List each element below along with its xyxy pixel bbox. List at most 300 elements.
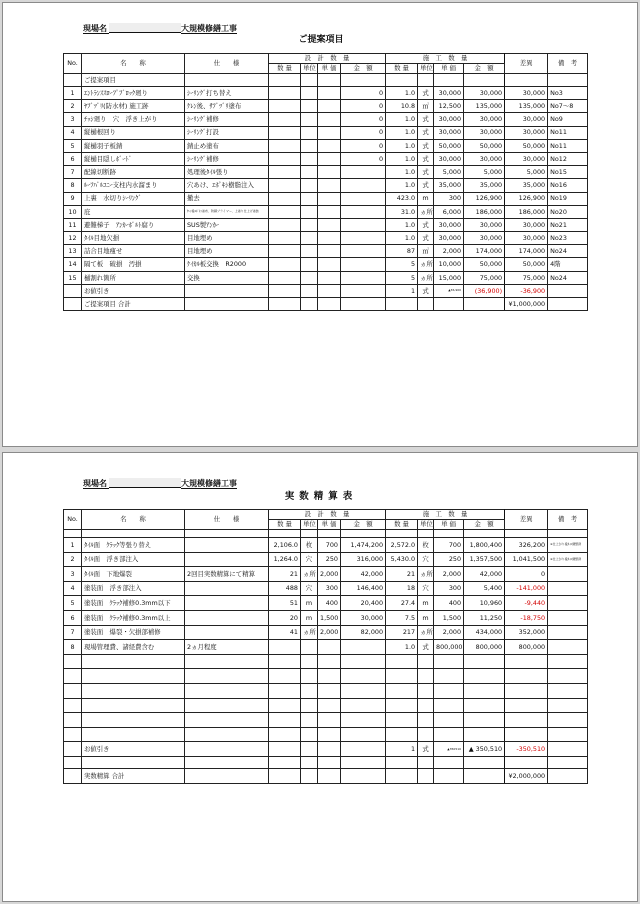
row-diff: 50,000 [505,139,548,152]
row-exec-price: 10,000 [434,258,464,271]
cell-no [64,713,82,728]
cell-e-price [434,74,464,87]
total-row [64,297,588,310]
cell-name [82,727,185,742]
row-exec-qty: 5 [386,271,418,284]
table-row [64,567,588,582]
discount-label: お値引き [82,742,185,757]
row-exec-qty: 2,572.0 [386,538,418,553]
cell-e-unit [418,727,434,742]
row-design-unit: 穴 [301,581,318,596]
row-design-unit [301,640,318,655]
empty-row [64,727,588,742]
cell-d-amount [341,727,386,742]
header-design-unit: 単位 [301,64,318,74]
header-no: No. [64,54,82,74]
row-design-price: 2,000 [318,625,341,640]
cell-name [82,756,185,768]
row-exec-price: 5,000 [434,166,464,179]
cell-d-qty [269,284,301,297]
row-design-amount [341,258,386,271]
row-exec-unit: m [418,610,434,625]
row-name: 現場管理費、諸経費含む [82,640,185,655]
table-row [64,192,588,205]
row-no: 1 [64,538,82,553]
row-no: 7 [64,625,82,640]
row-exec-qty: 18 [386,581,418,596]
table-row [64,126,588,139]
row-design-qty [269,126,301,139]
row-exec-qty: 1.0 [386,139,418,152]
row-name: 避難梯子 ｱﾝｶｰﾎﾞﾙﾄ腐り [82,218,185,231]
row-no: 2 [64,100,82,113]
proposal-sheet [2,2,638,447]
row-spec: ｹｲｶﾙ板交換 R2000 [185,258,269,271]
row-remark [548,640,588,655]
empty-row [64,683,588,698]
row-spec: 2回目実数精算にて精算 [185,567,269,582]
table-row [64,139,588,152]
cell-e-price [434,713,464,728]
table-row [64,552,588,567]
cell-d-price [318,768,341,783]
cell-d-qty [269,683,301,698]
cell-remark [548,683,588,698]
settlement-sheet [2,452,638,902]
cell-spec [185,742,269,757]
cell-d-price [318,698,341,713]
row-exec-price: 400 [434,596,464,611]
row-exec-price: 6,000 [434,205,464,218]
row-remark [548,625,588,640]
row-exec-qty: 217 [386,625,418,640]
row-exec-unit: ヵ所 [418,205,434,218]
header-no: No. [64,510,82,530]
cell-e-qty [386,727,418,742]
row-exec-amount: 174,000 [464,245,505,258]
row-exec-unit: 式 [418,152,434,165]
table-row [64,625,588,640]
cell-d-amount [341,530,386,538]
total-value: ¥2,000,000 [505,768,548,783]
row-exec-unit: ㎡ [418,100,434,113]
cell-e-qty [386,768,418,783]
table-row [64,166,588,179]
cell-no [64,683,82,698]
row-no: 2 [64,552,82,567]
row-spec: ｹﾚﾝ後、ｻﾌﾞﾂﾞﾘ塗布 [185,100,269,113]
row-design-price [318,192,341,205]
row-design-unit [301,205,318,218]
cell-spec [185,698,269,713]
cell-remark [548,768,588,783]
row-remark [548,610,588,625]
row-name: 縦樋根回り [82,126,185,139]
row-exec-unit: 式 [418,126,434,139]
row-exec-unit: 式 [418,218,434,231]
row-remark: ※仕上がり後ﾀｲﾙ調整済 [548,538,588,553]
header-name: 名 称 [82,54,185,74]
header-design-qty: 設 計 数 量 [269,510,386,520]
row-design-unit [301,166,318,179]
row-exec-amount: 5,400 [464,581,505,596]
row-remark: No9 [548,113,588,126]
row-design-price [318,100,341,113]
row-design-price [318,271,341,284]
row-exec-unit: 穴 [418,552,434,567]
settlement-table [63,509,588,784]
cell-e-price [434,530,464,538]
project-name: 大規模修繕工事 [181,479,237,488]
header-design-price: 単 価 [318,520,341,530]
row-exec-price: 30,000 [434,87,464,100]
cell-e-price [434,727,464,742]
cell-d-qty [269,742,301,757]
cell-diff [505,713,548,728]
row-design-price [318,245,341,258]
row-remark [548,596,588,611]
row-design-unit: 枚 [301,538,318,553]
row-design-unit [301,126,318,139]
row-no: 5 [64,139,82,152]
cell-remark [548,654,588,669]
row-name: ｴﾝﾄﾗﾝｽｽﾛｰﾌﾟﾌﾞﾛｯｸ廻り [82,87,185,100]
cell-spec [185,297,269,310]
row-design-qty: 1,264.0 [269,552,301,567]
row-exec-amount: 1,357,500 [464,552,505,567]
header-exec-qty-col: 数 量 [386,520,418,530]
proposal-title: ご提案項目 [298,35,344,45]
row-name: 上裏 水切りｼｰﾘﾝｸﾞ [82,192,185,205]
row-design-unit [301,258,318,271]
row-name: ﾁｯｼ廻り 穴 浮き上がり [82,113,185,126]
row-design-qty [269,179,301,192]
row-design-unit [301,100,318,113]
row-design-price [318,113,341,126]
cell-d-price [318,742,341,757]
row-exec-qty: 21 [386,567,418,582]
row-exec-amount: 800,000 [464,640,505,655]
settlement-title: 実数精算表 [284,491,358,502]
row-no: 13 [64,245,82,258]
cell-e-unit [418,768,434,783]
row-design-amount: 0 [341,113,386,126]
row-no: 8 [64,640,82,655]
row-exec-price: 15,000 [434,271,464,284]
cell-remark [548,297,588,310]
row-design-qty [269,218,301,231]
row-design-price [318,152,341,165]
cell-diff [505,698,548,713]
cell-e-amount [464,713,505,728]
row-design-price [318,126,341,139]
row-exec-unit: 式 [418,166,434,179]
row-exec-qty: 87 [386,245,418,258]
row-exec-amount: 1,800,400 [464,538,505,553]
table-row [64,218,588,231]
row-design-qty: 488 [269,581,301,596]
table-row [64,87,588,100]
row-exec-qty: 5,430.0 [386,552,418,567]
discount-unit: 式 [418,742,434,757]
header-exec-qty-col: 数 量 [386,64,418,74]
row-name: 塗装面 爆裂・欠損部補修 [82,625,185,640]
row-name: 塗装面 ｸﾗｯｸ補修0.3mm以上 [82,610,185,625]
row-spec: ｹﾚﾝ後ｴﾎﾟｷｼ塗布、防錆プライマー、上塗り仕上げ塗装 [185,205,269,218]
row-exec-qty: 1.0 [386,166,418,179]
cell-d-qty [269,713,301,728]
cell-diff [505,756,548,768]
row-exec-unit: 式 [418,139,434,152]
row-name: 配線切断跡 [82,166,185,179]
cell-d-amount [341,742,386,757]
cell-d-amount [341,297,386,310]
row-design-qty: 2,106.0 [269,538,301,553]
cell-d-amount [341,683,386,698]
row-exec-amount: 30,000 [464,113,505,126]
row-exec-amount: 30,000 [464,87,505,100]
row-exec-price: 30,000 [434,113,464,126]
row-exec-price: 300 [434,192,464,205]
row-design-amount: 30,000 [341,610,386,625]
row-exec-amount: 42,000 [464,567,505,582]
spacer-row [64,530,588,538]
row-design-qty [269,166,301,179]
table-row [64,152,588,165]
row-remark: No15 [548,166,588,179]
empty-row [64,713,588,728]
header-diff: 差異 [505,54,548,74]
row-design-amount [341,179,386,192]
cell-e-amount [464,654,505,669]
discount-row [64,284,588,297]
cell-d-unit [301,530,318,538]
row-exec-qty: 1.0 [386,179,418,192]
row-design-price [318,87,341,100]
row-design-qty [269,232,301,245]
total-label: 実数精算 合計 [82,768,185,783]
discount-amount: ▲ 350,510 [464,742,505,757]
row-design-amount: 146,400 [341,581,386,596]
row-design-amount: 20,400 [341,596,386,611]
row-design-amount: 0 [341,100,386,113]
cell-e-amount [464,727,505,742]
row-spec: 撤去 [185,192,269,205]
row-remark: No24 [548,271,588,284]
cell-no [64,74,82,87]
row-exec-amount: 30,000 [464,126,505,139]
row-exec-qty: 5 [386,258,418,271]
cell-d-unit [301,698,318,713]
row-diff: 326,200 [505,538,548,553]
header-name: 名 称 [82,510,185,530]
row-no: 8 [64,179,82,192]
header-exec-unit: 単位 [418,520,434,530]
row-name: ﾀｲﾙ目地欠損 [82,232,185,245]
row-diff: 30,000 [505,152,548,165]
cell-d-amount [341,669,386,684]
cell-e-qty [386,530,418,538]
row-exec-amount: 11,250 [464,610,505,625]
row-design-price: 300 [318,581,341,596]
row-exec-unit: ヵ所 [418,567,434,582]
row-exec-qty: 27.4 [386,596,418,611]
row-design-amount: 0 [341,152,386,165]
discount-qty: 1 [386,742,418,757]
row-spec: 錆止め塗布 [185,139,269,152]
cell-remark [548,74,588,87]
table-row [64,205,588,218]
row-design-amount: 82,000 [341,625,386,640]
cell-spec [185,74,269,87]
row-design-amount [341,245,386,258]
row-no: 15 [64,271,82,284]
row-design-amount [341,271,386,284]
row-spec: SUS製ｱﾝｶｰ [185,218,269,231]
cell-d-amount [341,713,386,728]
row-exec-amount: 135,000 [464,100,505,113]
row-design-amount [341,166,386,179]
cell-e-unit [418,698,434,713]
row-spec [185,610,269,625]
cell-d-price [318,727,341,742]
row-exec-price: 50,000 [434,139,464,152]
row-design-unit: ヵ所 [301,567,318,582]
header-exec-amount: 金 額 [464,520,505,530]
row-exec-amount: 75,000 [464,271,505,284]
cell-no [64,756,82,768]
header-design-amount: 金 額 [341,64,386,74]
row-design-price [318,139,341,152]
row-exec-qty: 423.0 [386,192,418,205]
cell-diff [505,530,548,538]
row-design-price [318,179,341,192]
cell-d-unit [301,284,318,297]
cell-name [82,654,185,669]
cell-e-price [434,683,464,698]
row-spec: ｼｰﾘﾝｸﾞ打設 [185,126,269,139]
cell-spec [185,530,269,538]
cell-no [64,297,82,310]
cell-d-qty [269,297,301,310]
row-remark: No11 [548,126,588,139]
row-remark: No16 [548,179,588,192]
header-design-qty-col: 数 量 [269,64,301,74]
row-design-qty: 41 [269,625,301,640]
row-design-qty [269,640,301,655]
cell-remark [548,742,588,757]
cell-remark [548,713,588,728]
row-spec: ｼｰﾘﾝｸﾞ補修 [185,113,269,126]
cell-d-amount [341,756,386,768]
row-spec [185,581,269,596]
cell-e-price [434,756,464,768]
row-exec-unit: 枚 [418,538,434,553]
cell-d-price [318,297,341,310]
empty-row [64,669,588,684]
row-exec-qty: 1.0 [386,152,418,165]
row-exec-qty: 7.5 [386,610,418,625]
discount-amount: (36,900) [464,284,505,297]
row-design-price: 700 [318,538,341,553]
cell-d-unit [301,297,318,310]
cell-name [82,530,185,538]
row-exec-unit: 式 [418,232,434,245]
cell-e-amount [464,698,505,713]
row-design-qty: 51 [269,596,301,611]
row-spec [185,625,269,640]
cell-spec [185,284,269,297]
row-no: 4 [64,581,82,596]
row-name: ﾀｲﾙ面 下地爆裂 [82,567,185,582]
cell-no [64,669,82,684]
proposal-table [63,53,588,311]
cell-d-unit [301,713,318,728]
row-design-amount: 0 [341,139,386,152]
cell-e-unit [418,530,434,538]
cell-e-unit [418,654,434,669]
empty-row [64,654,588,669]
cell-d-unit [301,768,318,783]
row-exec-unit: ヵ所 [418,625,434,640]
site-name-blank [109,478,181,488]
discount-diff: -36,900 [505,284,548,297]
cell-spec [185,756,269,768]
cell-d-qty [269,74,301,87]
row-exec-qty: 1.0 [386,218,418,231]
cell-d-unit [301,756,318,768]
discount-unit: 式 [418,284,434,297]
row-diff: 352,000 [505,625,548,640]
row-diff: 75,000 [505,271,548,284]
cell-d-qty [269,530,301,538]
row-name: 庇 [82,205,185,218]
header-exec-qty: 施 工 数 量 [386,54,505,64]
row-diff: -141,000 [505,581,548,596]
cell-e-qty [386,297,418,310]
row-design-unit [301,113,318,126]
row-exec-amount: 10,960 [464,596,505,611]
row-remark: No12 [548,152,588,165]
row-design-qty [269,271,301,284]
row-design-price: 400 [318,596,341,611]
cell-d-unit [301,742,318,757]
row-exec-price: 30,000 [434,126,464,139]
row-design-price [318,232,341,245]
row-diff: 0 [505,567,548,582]
header-design-qty-col: 数 量 [269,520,301,530]
row-spec: ｼｰﾘﾝｸﾞ補修 [185,152,269,165]
row-exec-amount: 5,000 [464,166,505,179]
row-name: 隔て板 破損 汚損 [82,258,185,271]
header-exec-qty: 施 工 数 量 [386,510,505,520]
cell-d-unit [301,654,318,669]
table-row [64,596,588,611]
cell-remark [548,756,588,768]
header-remarks: 備 考 [548,54,588,74]
row-exec-amount: 35,000 [464,179,505,192]
row-diff: 30,000 [505,113,548,126]
cell-e-unit [418,756,434,768]
row-remark: No3 [548,87,588,100]
row-exec-amount: 30,000 [464,218,505,231]
cell-e-qty [386,756,418,768]
cell-e-unit [418,683,434,698]
cell-name [82,713,185,728]
row-exec-unit: m [418,596,434,611]
total-value: ¥1,000,000 [505,297,548,310]
row-spec: 穴あけ、ｴﾎﾟｷｼ樹脂注入 [185,179,269,192]
